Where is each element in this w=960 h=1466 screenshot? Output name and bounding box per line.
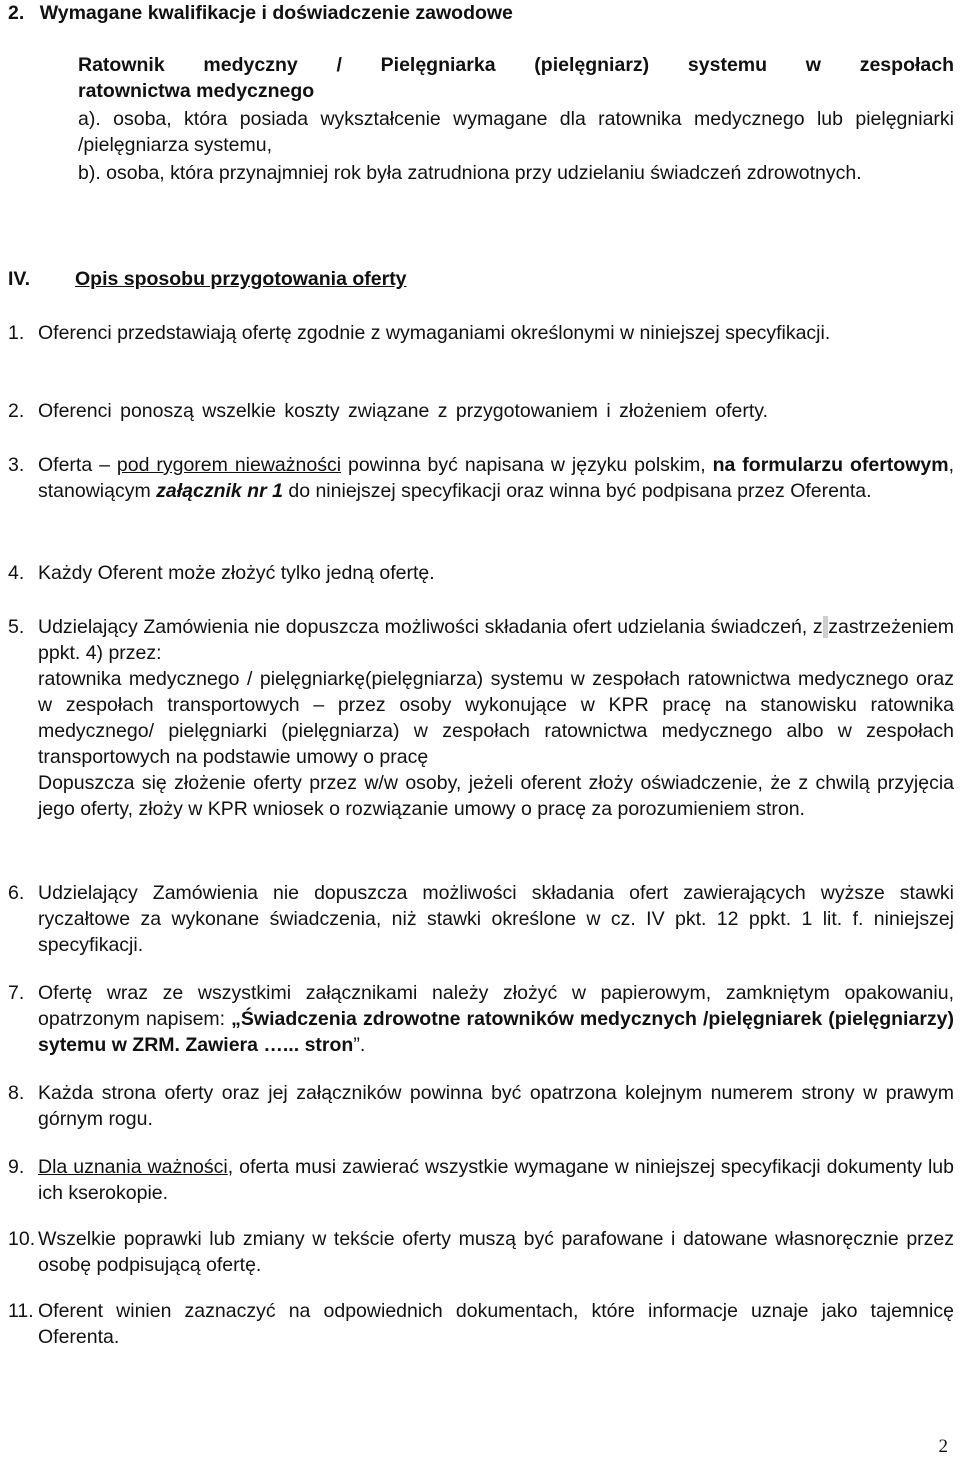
item-number: 7. [8,982,25,1004]
list-item [8,1226,954,1278]
item-text-underlined: Dla uznania ważności [38,1156,228,1178]
item-text: Oferenci ponoszą wszelkie koszty związane z przygotowaniem i złożeniem oferty. [38,400,769,422]
list-item [8,320,954,346]
item-text: Każdy Oferent może złożyć tylko jedną ofertę. [38,562,435,584]
section-iv-heading-row [8,266,948,292]
section-2-heading-row [8,0,948,26]
item-text-part: Ofertę wraz ze wszystkimi załącznikami należy złożyć w papierowym, zamkniętym opakowaniu, opatrzonym napisem: [38,982,954,1030]
item-text-part: ratownika medycznego / pielęgniarkę(pielęgniarza) systemu w zespołach ratownictwa medycznego oraz w zespołach transportowych – przez osoby wykonujące w KPR pracę na stanowisku ratownika medycznego/ pielęgniarki (pielęgniarza) w zespołach ratownictwa medycznego albo w zespołach transportowych na podstawie umowy o pracę [38,668,954,768]
item-text [38,614,954,822]
item-number: 2. [8,400,25,422]
list-item [8,1298,954,1350]
item-text-part: Udzielający Zamówienia nie dopuszcza możliwości składania ofert udzielania świadczeń, z [38,616,823,638]
item-text: Oferenci przedstawiają ofertę zgodnie z wymaganiami określonymi w niniejszej specyfikacji. [38,322,831,344]
item-text-part: Oferta – [38,454,117,476]
list-item [8,614,954,822]
item-text-part: , oferta musi zawierać wszystkie wymagane w niniejszej specyfikacji dokumenty lub ich kserokopie. [38,1156,954,1204]
item-text-part: , stanowiącym [38,454,954,502]
page-number: 2 [938,1436,948,1457]
item-number: 8. [8,1082,25,1104]
item-number: 10. [8,1228,36,1250]
item-text: Oferent winien zaznaczyć na odpowiednich dokumentach, które informacje uznaje jako tajemnicę Oferenta. [38,1300,954,1348]
list-item [8,1080,954,1132]
item-number: 6. [8,882,25,904]
item-text: Wszelkie poprawki lub zmiany w tekście oferty muszą być parafowane i datowane własnoręcznie przez osobę podpisującą ofertę. [38,1228,954,1276]
item-text [38,1154,954,1206]
role-title-line2: ratownictwa medycznego [78,80,315,102]
qualification-a: a). osoba, która posiada wykształcenie wymagane dla ratownika medycznego lub pielęgniarki /pielęgniarza systemu, [78,108,954,156]
qualification-b: b). osoba, która przynajmniej rok była zatrudniona przy udzielaniu świadczeń zdrowotnych. [78,162,862,184]
section-iv-heading: Opis sposobu przygotowania oferty [75,268,407,290]
item-number: 1. [8,322,25,344]
item-number: 3. [8,454,25,476]
item-text-bold: na formularzu ofertowym [712,454,949,476]
item-text: Udzielający Zamówienia nie dopuszcza możliwości składania ofert zawierających wyższe stawki ryczałtowe za wykonane świadczenia, niż stawki określone w cz. IV pkt. 12 ppkt. 1 lit. f. niniejszej specyfikacji. [38,882,954,956]
item-text-part: powinna być napisana w języku polskim, [341,454,713,476]
item-number: 11. [8,1300,34,1322]
list-item [8,560,954,586]
role-title-line1: Ratownik medyczny / Pielęgniarka (pielęgniarz) systemu w zespołach [78,54,954,76]
section-2-heading: Wymagane kwalifikacje i doświadczenie zawodowe [39,2,513,24]
item-text-part: zastrzeżeniem ppkt. 4) przez: [38,616,954,664]
list-item [8,1154,954,1206]
item-text-part: do niniejszej specyfikacji oraz winna być podpisana przez Oferenta. [282,480,872,502]
list-item [8,980,954,1058]
item-text-bold: „Świadczenia zdrowotne ratowników medycznych /pielęgniarek (pielęgniarzy) sytemu w ZRM. Zawiera …... stron [38,1008,954,1056]
list-item [8,452,954,504]
item-number: 5. [8,616,25,638]
item-text-underlined: pod rygorem nieważności [116,454,342,476]
item-text: Każda strona oferty oraz jej załączników powinna być opatrzona kolejnym numerem strony w prawym górnym rogu. [38,1082,954,1130]
section-iv-number: IV. [8,268,31,290]
list-item [8,398,954,424]
item-number: 4. [8,562,25,584]
item-text [38,980,954,1058]
list-item [8,880,954,958]
section-2-number: 2. [8,2,25,24]
item-text-part: Dopuszcza się złożenie oferty przez w/w osoby, jeżeli oferent złoży oświadczenie, że z chwilą przyjęcia jego oferty, złoży w KPR wniosek o rozwiązanie umowy o pracę za porozumieniem stron. [38,772,954,820]
item-text [38,452,954,504]
item-text-part: ”. [353,1034,366,1056]
item-number: 9. [8,1156,25,1178]
item-text-bold-italic: załącznik nr 1 [156,480,283,502]
